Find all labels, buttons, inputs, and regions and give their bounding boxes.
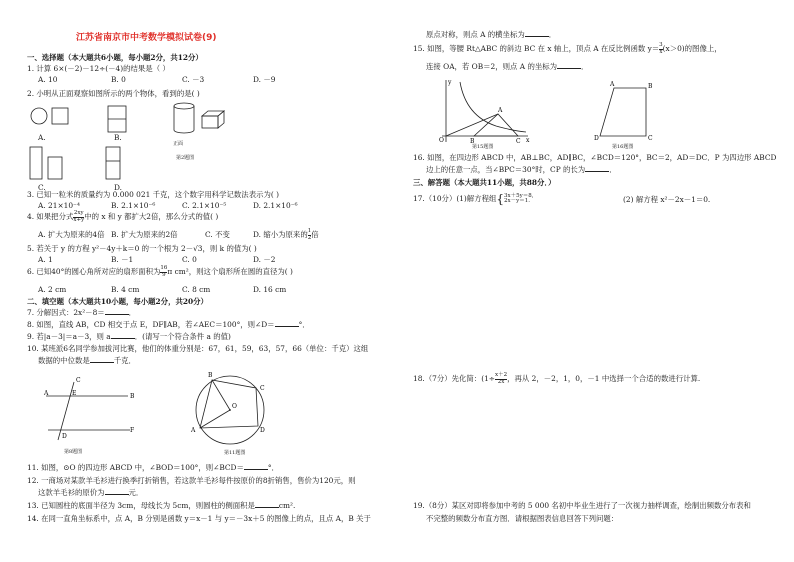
fig8-label-f: F	[130, 427, 135, 434]
q1-option-b: B. 0	[111, 75, 126, 84]
q2-front-label: 正面	[173, 141, 184, 147]
q5-option-d: D. －2	[253, 255, 276, 264]
q15-text-cont: 连接 OA，若 OB＝2，则点 A 的坐标为 ．	[426, 62, 589, 71]
q6-option-c: C. 8 cm	[182, 285, 211, 294]
fig15-caption: 第15题图	[472, 144, 494, 150]
q16-answer-blank[interactable]	[585, 165, 609, 172]
exam-title: 江苏省南京市中考数学模拟试卷(9)	[76, 33, 217, 43]
q6-option-b: B. 4 cm	[111, 285, 140, 294]
fig8-label-a: A	[44, 390, 49, 397]
q6-option-d: D. 16 cm	[253, 285, 287, 294]
q2-option-b-figure	[104, 104, 138, 134]
q6-text: 6. 已知40°的圆心角所对应的扇形面积为 $\frac{16}{9}$ π cm²，则这个扇形所在圆的直径为( )	[27, 265, 293, 278]
q5-option-c: C. 0	[182, 255, 197, 264]
q7-text: 7. 分解因式：2x²－8＝ ．	[27, 308, 137, 317]
q3-option-a: A. 21×10⁻⁴	[38, 201, 80, 210]
q2-option-a: A.	[38, 133, 46, 142]
fig15-label-x: x	[526, 137, 530, 144]
q8-answer-blank[interactable]	[275, 320, 299, 327]
q8-text: 8. 如图，直线 AB，CD 相交于点 E，DF∥AB，若∠AEC＝100°，则∠D＝ °．	[27, 320, 310, 329]
q9-answer-blank[interactable]	[111, 332, 135, 339]
fig16-diagram	[592, 80, 662, 142]
fig16-label-b: B	[648, 83, 653, 90]
fig8-label-d: D	[62, 433, 67, 440]
fig8-caption: 第8题图	[64, 449, 83, 455]
fig15-label-a: A	[498, 107, 503, 114]
fig16-caption: 第16题图	[612, 144, 634, 150]
q9-text: 9. 若|a－3|＝a－3，则 a ．(请写一个符合条件 a 的值)	[27, 332, 231, 341]
q16-text-cont: 边上的任意一点，当∠BPC＝30°时，CP 的长为 ．	[426, 165, 617, 174]
q11-text: 11. 如图，⊙O 的四边形 ABCD 中，∠BOD＝100°，则∠BCD＝ °．	[27, 463, 279, 472]
q1-option-a: A. 10	[38, 75, 58, 84]
q17-text: 17.（10分）(1)解方程组{ 3x＋5y＝8, 2x－y＝1.	[413, 192, 534, 206]
q4-option-d: D. 缩小为原来的 $\frac{1}{2}$ 倍	[253, 228, 319, 241]
fig11-label-o: O	[232, 403, 237, 410]
q3-option-b: B. 2.1×10⁻⁶	[111, 201, 156, 210]
fig16-label-d: D	[594, 135, 599, 142]
q14-text-cont: 原点对称，则点 A 的横坐标为 ．	[426, 30, 557, 39]
q2-option-c-figure	[28, 145, 68, 185]
q5-text: 5. 若关于 y 的方程 y²－4y＋k＝0 的一个根为 2－√3，则 k 的值为( )	[27, 244, 257, 253]
section-two-heading: 二、填空题（本大题共10小题，每小题2分，共20分）	[27, 297, 208, 306]
q2-text: 2. 小明从正面观察如图所示的两个物体，看到的是( )	[27, 89, 200, 98]
q2-option-d: D.	[114, 183, 123, 192]
q16-text: 16. 如图，在四边形 ABCD 中，AB⊥BC，AD∥BC，∠BCD＝120°，BC＝2，AD＝DC．P 为四边形 ABCD	[413, 153, 777, 162]
q3-option-d: D. 2.1×10⁻⁶	[253, 201, 298, 210]
fig15-label-b: B	[470, 138, 475, 145]
q12-answer-blank[interactable]	[105, 488, 129, 495]
fig15-label-y: y	[448, 79, 452, 86]
fig8-diagram	[44, 372, 144, 452]
fig8-label-c: C	[76, 377, 81, 384]
q15-text: 15. 如图，等腰 Rt△ABC 的斜边 BC 在 x 轴上，顶点 A 在反比例函数 y＝ $\frac{3}{x}$ (x＞0)的图像上，	[413, 42, 722, 55]
fig8-label-e: E	[72, 390, 77, 397]
q2-option-a-figure	[30, 106, 76, 134]
q13-text: 13. 已知圆柱的底面半径为 3cm，母线长为 5cm，则圆柱的侧面积是 cm².	[27, 501, 296, 510]
q12-text-cont: 这款羊毛衫的原价为 元．	[38, 488, 144, 497]
q18-text: 18.（7分）先化简：(1÷ $\frac{x+2}{2x}$ ，再从 2，－2，1，0，－1 中选择一个合适的数进行计算.	[413, 372, 701, 385]
q10-text-cont: 数据的中位数是 千克．	[38, 356, 136, 365]
q2-option-c: C.	[38, 183, 46, 192]
section-three-heading: 三、解答题（本大题共11小题，共88分．）	[413, 178, 556, 187]
q4-option-a: A. 扩大为原来的4倍	[38, 230, 105, 239]
fig11-label-c: C	[260, 385, 265, 392]
fig15-label-o: O	[439, 137, 444, 144]
fig11-label-a: A	[191, 427, 196, 434]
q2-figure-caption: 第2题图	[176, 155, 195, 161]
q2-option-d-figure	[104, 145, 126, 185]
q14-answer-blank[interactable]	[525, 30, 549, 37]
fig15-label-c: C	[516, 138, 521, 145]
q13-answer-blank[interactable]	[255, 501, 279, 508]
q4-text: 4. 如果把分式 $\frac{2xy}{x+y}$ 中的 x 和 y 都扩大2倍，那么分式的值( )	[27, 210, 219, 223]
fig11-label-b: B	[208, 372, 213, 379]
q1-option-c: C. －3	[182, 75, 205, 84]
q4-option-b: B. 扩大为原来的2倍	[111, 230, 178, 239]
section-one-heading: 一、选择题（本大题共6小题，每小题2分，共12分）	[27, 53, 203, 62]
fig11-label-d: D	[260, 427, 265, 434]
fig8-label-b: B	[130, 393, 135, 400]
q4-option-c: C. 不变	[205, 230, 230, 239]
q19-text: 19.（8分）某区对即将参加中考的 5 000 名初中毕业生进行了一次视力抽样调查，绘制出频数分布表和	[413, 501, 751, 510]
q10-answer-blank[interactable]	[90, 356, 114, 363]
q19-text-cont: 不完整的频数分布直方图．请根据图表信息回答下列问题：	[426, 514, 619, 523]
q11-answer-blank[interactable]	[244, 463, 268, 470]
q3-text: 3. 已知一粒米的质量约为 0.000 021 千克，这个数字用科学记数法表示为( )	[27, 190, 279, 199]
q6-option-a: A. 2 cm	[38, 285, 67, 294]
q5-option-a: A. 1	[38, 255, 53, 264]
q12-text: 12. 一商场对某款羊毛衫进行换季打折销售，若这款羊毛衫每件按原价的8折销售，售价为120元，则	[27, 476, 356, 485]
q10-text: 10. 某班派6名同学参加拔河比赛，他们的体重分别是：67，61，59，63，57，66（单位：千克）这组	[27, 344, 369, 353]
q14-text: 14. 在同一直角坐标系中，点 A，B 分别是函数 y＝x－1 与 y＝－3x＋5 的图像上的点，且点 A，B 关于	[27, 514, 371, 523]
fig11-diagram	[188, 370, 278, 454]
q7-answer-blank[interactable]	[105, 308, 129, 315]
q3-option-c: C. 2.1×10⁻⁵	[182, 201, 227, 210]
q15-answer-blank[interactable]	[557, 62, 581, 69]
q1-text: 1. 计算 6×(－2)－12÷(－4)的结果是（ ）	[27, 64, 170, 73]
q2-objects-figure	[170, 102, 230, 142]
q17-part2-text: (2) 解方程 x²－2x－1＝0.	[623, 195, 711, 204]
q2-option-b: B.	[114, 133, 122, 142]
fig16-label-c: C	[648, 135, 653, 142]
fig16-label-a: A	[610, 81, 615, 88]
q5-option-b: B. －1	[111, 255, 134, 264]
fig11-caption: 第11题图	[224, 450, 246, 456]
fig15-diagram	[436, 76, 532, 146]
q1-option-d: D. －9	[253, 75, 276, 84]
